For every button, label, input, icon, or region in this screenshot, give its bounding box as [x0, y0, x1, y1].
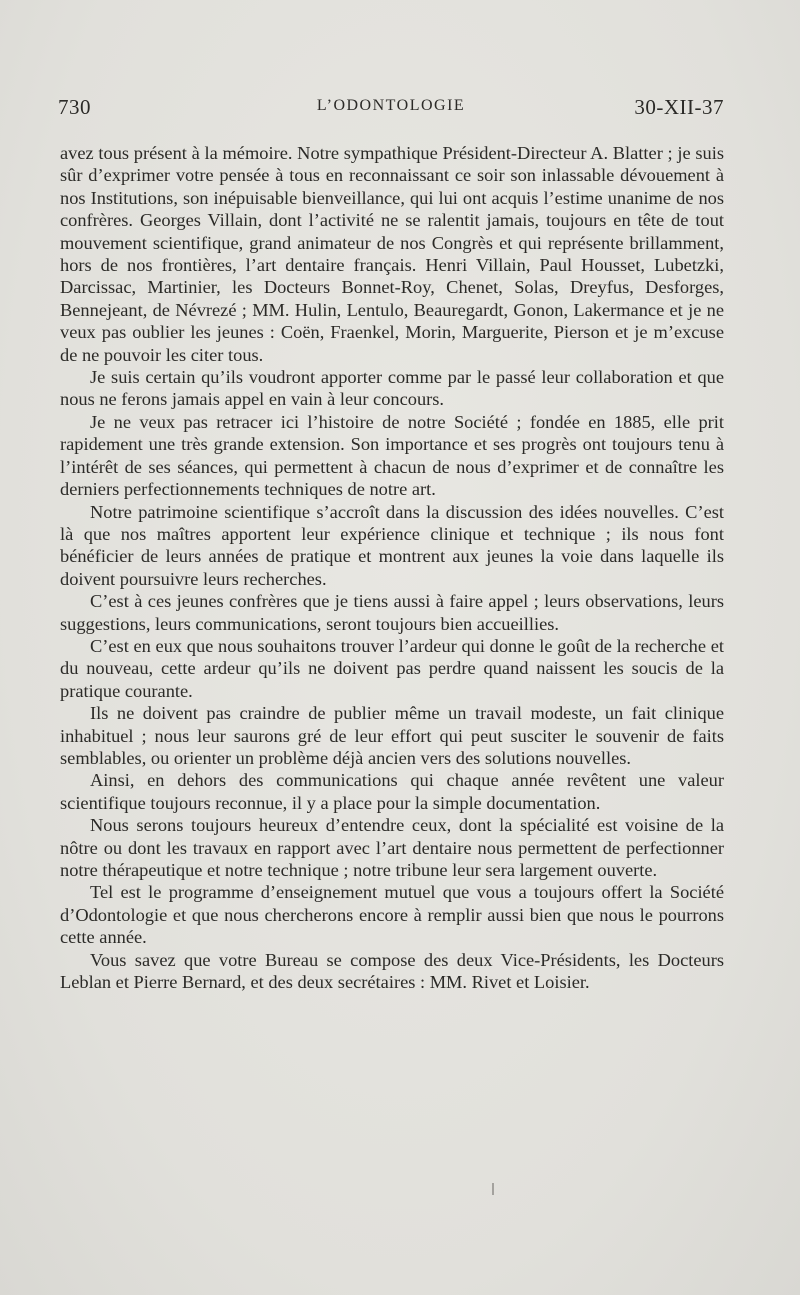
paragraph: Je ne veux pas retracer ici l’histoire de notre Société ; fondée en 1885, elle prit rapidement une très grande extension. Son importance et ses progrès ont toujours tenu à l’intérêt de ses séances, qui permettent à chacun de nous d’exprimer et de connaître les derniers perfectionnements techniques de notre art. [60, 411, 724, 500]
paragraph: Notre patrimoine scientifique s’accroît dans la discussion des idées nouvelles. C’est là que nos maîtres apportent leur expérience clinique et technique ; ils nous font bénéficier de leurs années de pratique et montrent aux jeunes la voie dans laquelle ils doivent poursuivre leurs recherches. [60, 501, 724, 589]
paragraph: Ils ne doivent pas craindre de publier même un travail modeste, un fait clinique inhabituel ; nous leur saurons gré de leur effort qui peut susciter le souvenir de faits semblables, ou orienter un problème déjà ancien vers des solutions nouvelles. [60, 703, 724, 768]
issue-date: 30-XII-37 [634, 95, 724, 119]
running-head [58, 95, 724, 125]
paragraph: Ainsi, en dehors des communications qui chaque année revêtent une valeur scientifique toujours reconnue, il y a place pour la simple documentation. [60, 770, 724, 813]
paragraph: Tel est le programme d’enseignement mutuel que vous a toujours offert la Société d’Odontologie et que nous chercherons encore à remplir aussi bien que nous le pourrons cette année. [60, 882, 724, 948]
paragraph: Nous serons toujours heureux d’entendre ceux, dont la spécialité est voisine de la nôtre ou dont les travaux en rapport avec l’art dentaire nous permettent de perfectionner notre thérapeutique et notre technique ; notre tribune leur sera largement ouverte. [60, 815, 724, 880]
paragraph-continued: avez tous présent à la mémoire. Notre sympathique Président-Directeur A. Blatter ; je suis sûr d’exprimer votre pensée à tous en reconnaissant ce soir son inlassable dévouement à nos Institutions, son inépuisable bienveillance, qui lui ont acquis l’estime unanime de nos confrères. Georges Villain, dont l’activité ne se ralentit jamais, toujours en tête de tout mouvement scientifique, grand animateur de nos Congrès et qui représente brillamment, hors de nos frontières, l’art dentaire français. Henri Villain, Paul Housset, Lubetzki, Darcissac, Martinier, les Docteurs Bonnet-Roy, Chenet, Solas, Dreyfus, Desforges, Bennejeant, de Névrezé ; MM. Hulin, Lentulo, Beauregardt, Gonon, Lakermance et je ne veux pas oublier les jeunes : Coën, Fraenkel, Morin, Marguerite, Pierson et je m’excuse de ne pouvoir les citer tous. [60, 143, 724, 365]
journal-title: L’ODONTOLOGIE [316, 97, 466, 114]
paragraph: Je suis certain qu’ils voudront apporter comme par le passé leur collaboration et que nous ne ferons jamais appel en vain à leur concours. [60, 367, 724, 410]
paragraph: C’est en eux que nous souhaitons trouver l’ardeur qui donne le goût de la recherche et du nouveau, cette ardeur qu’ils ne doivent pas perdre quand naissent les soucis de la pratique courante. [60, 635, 724, 701]
print-mark [492, 1183, 494, 1195]
paragraph: C’est à ces jeunes confrères que je tiens aussi à faire appel ; leurs observations, leurs suggestions, leurs communications, seront toujours bien accueillies. [60, 591, 724, 634]
page-number: 730 [58, 95, 91, 119]
body-text [60, 142, 724, 993]
paragraph: Vous savez que votre Bureau se compose des deux Vice-Présidents, les Docteurs Leblan et Pierre Bernard, et des deux secrétaires : MM. Rivet et Loisier. [60, 949, 724, 993]
